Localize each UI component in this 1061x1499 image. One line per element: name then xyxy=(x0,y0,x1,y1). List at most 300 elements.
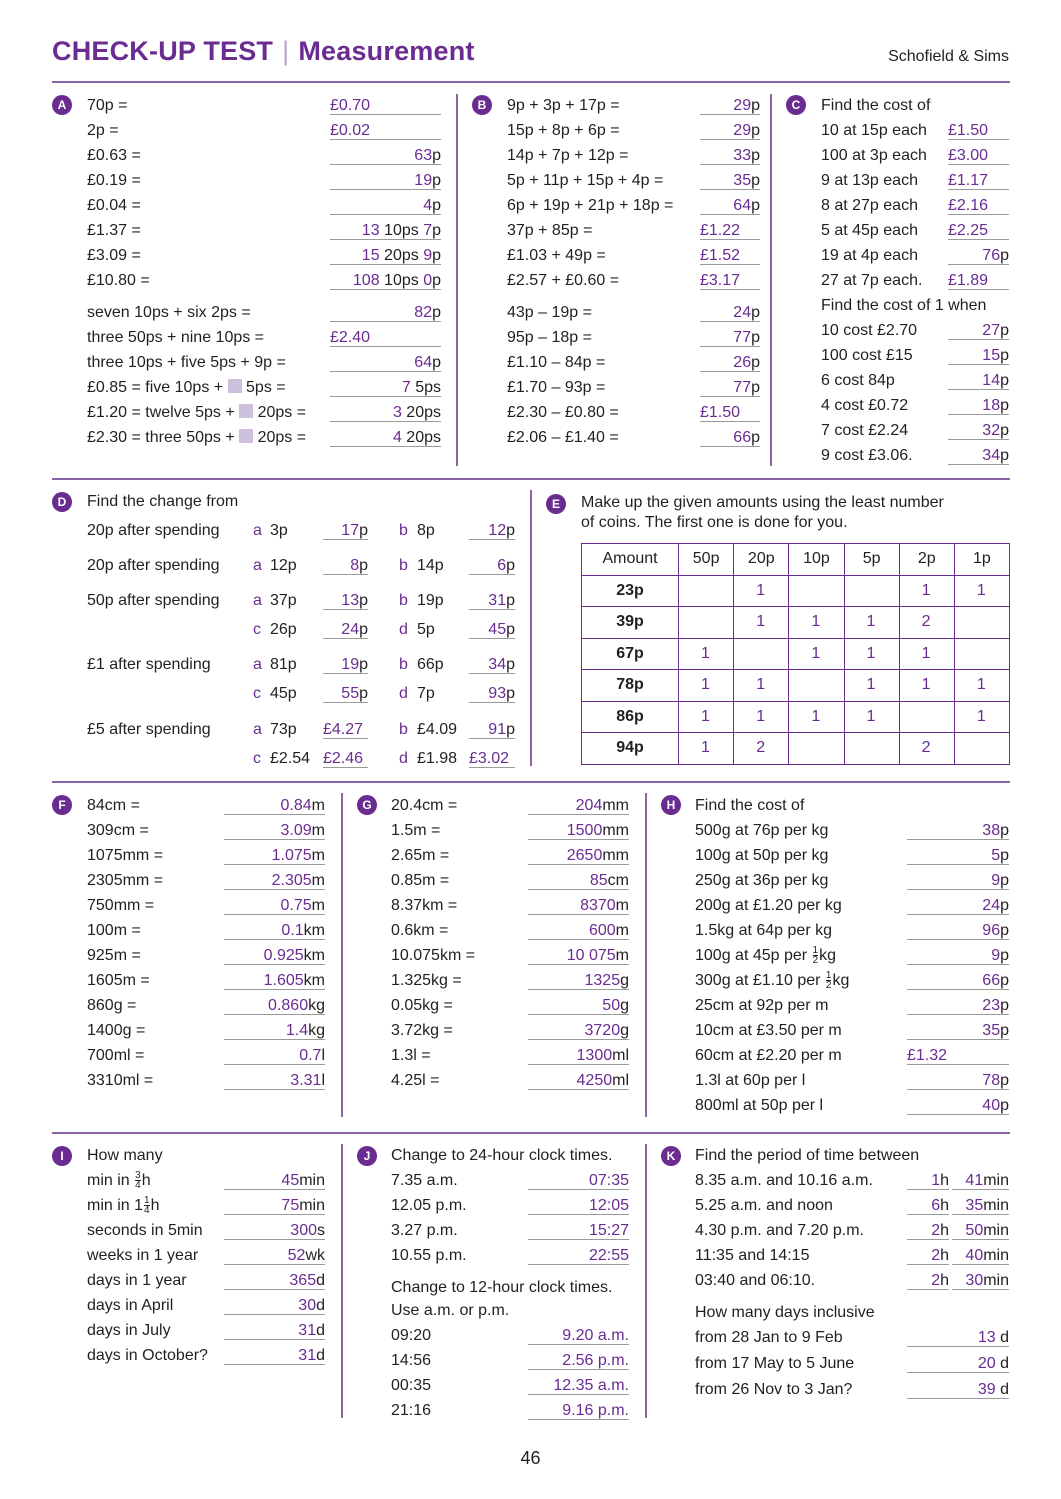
coins-count-cell xyxy=(954,638,1009,670)
part-letter: d xyxy=(399,750,408,767)
part-amount: 26p xyxy=(270,621,297,638)
question-row xyxy=(391,1243,631,1268)
question-row xyxy=(87,993,327,1018)
coins-count-cell: 1 xyxy=(899,638,954,670)
answer-field xyxy=(700,143,760,165)
answer-field xyxy=(224,893,325,915)
title-check-up-test: CHECK-UP TEST xyxy=(52,36,274,66)
question-row xyxy=(821,193,1010,218)
answer-value: 45 xyxy=(281,1172,300,1189)
answer-unit: h xyxy=(940,1197,949,1214)
answer-field xyxy=(224,993,325,1015)
answer-unit: km xyxy=(303,972,325,989)
answer-field-hours xyxy=(907,1218,949,1240)
question-row xyxy=(87,243,442,268)
change-label: 20p after spending xyxy=(87,522,220,539)
answer-unit: m xyxy=(311,847,325,864)
answer-unit: p xyxy=(359,557,368,574)
answer-unit: m xyxy=(311,822,325,839)
coins-count-cell: 2 xyxy=(734,733,789,765)
answer-unit: p xyxy=(751,197,760,214)
answer-field xyxy=(528,1243,629,1265)
section-k-heading-2: How many days inclusive xyxy=(695,1304,875,1321)
part-letter: c xyxy=(253,750,261,767)
coins-table-column-header: 50p xyxy=(679,544,734,576)
answer-value: £1.32 xyxy=(907,1047,948,1064)
answer-unit: 20ps xyxy=(401,429,441,446)
answer-field xyxy=(224,943,325,965)
coins-table-column-header: 20p xyxy=(734,544,789,576)
question-text: 09:20 xyxy=(391,1327,432,1344)
answer-unit: cm xyxy=(607,872,629,889)
coins-count-cell xyxy=(844,733,899,765)
answer-field xyxy=(948,318,1009,340)
answer-field xyxy=(323,746,368,768)
coins-amount-cell: 39p xyxy=(582,607,679,639)
question-text: 20.4cm = xyxy=(391,797,458,814)
answer-unit: min xyxy=(983,1172,1009,1189)
answer-value: 39 xyxy=(977,1381,996,1398)
coins-table-column-header: Amount xyxy=(582,544,679,576)
answer-field xyxy=(700,350,760,372)
question-text: 14:56 xyxy=(391,1352,432,1369)
answer-unit: p xyxy=(432,247,441,264)
question-text: seconds in 5min xyxy=(87,1222,203,1239)
answer-value: £2.16 xyxy=(948,197,989,214)
answer-value: £1.50 xyxy=(948,122,989,139)
answer-unit: p xyxy=(506,592,515,609)
question-text: 43p – 19p = xyxy=(507,304,592,321)
answer-value: 76 xyxy=(982,247,1001,264)
answer-value: 7 xyxy=(401,379,411,396)
answer-field xyxy=(330,268,441,290)
coins-count-cell: 1 xyxy=(789,701,844,733)
question-row xyxy=(87,968,327,993)
answer-value: £0.70 xyxy=(330,97,371,114)
answer-field xyxy=(323,681,368,703)
answer-value: 3720 xyxy=(584,1022,621,1039)
part-letter: b xyxy=(399,592,408,609)
answer-field xyxy=(330,350,441,372)
question-text: 6p + 19p + 21p + 18p = xyxy=(507,197,674,214)
part-amount: 5p xyxy=(417,621,435,638)
answer-value: 600 xyxy=(588,922,616,939)
question-text: 19 at 4p each xyxy=(821,247,918,264)
rule-row1 xyxy=(52,478,1010,480)
question-row xyxy=(391,1218,631,1243)
answer-field xyxy=(907,993,1009,1015)
answer-field-hours xyxy=(907,1268,949,1290)
question-row xyxy=(87,1043,327,1068)
coins-count-cell xyxy=(899,701,954,733)
coins-count-cell: 1 xyxy=(954,701,1009,733)
question-row xyxy=(695,1268,1010,1293)
answer-unit: d xyxy=(316,1322,325,1339)
answer-field xyxy=(907,868,1009,890)
coins-count-cell: 1 xyxy=(734,607,789,639)
answer-field xyxy=(330,93,441,115)
question-row xyxy=(87,400,442,425)
coins-count-cell: 1 xyxy=(679,638,734,670)
coins-amount-cell: 94p xyxy=(582,733,679,765)
question-row xyxy=(391,1193,631,1218)
answer-field xyxy=(224,1043,325,1065)
section-j-heading-2: Change to 12-hour clock times. xyxy=(391,1279,613,1296)
answer-field-hours xyxy=(907,1168,949,1190)
answer-field xyxy=(224,1168,325,1190)
question-part: £0.85 = five 10ps + xyxy=(87,379,224,396)
section-e-instruction-line-2: of coins. The first one is done for you. xyxy=(581,514,848,531)
answer-value: 8 xyxy=(350,557,360,574)
part-amount: £2.54 xyxy=(270,750,311,767)
answer-unit: p xyxy=(1000,322,1009,339)
coins-count-cell: 1 xyxy=(954,670,1009,702)
question-text: 4 cost £0.72 xyxy=(821,397,909,414)
question-row xyxy=(507,218,762,243)
question-text: £0.19 = xyxy=(87,172,141,189)
answer-value: 91 xyxy=(488,721,507,738)
section-badge-h: H xyxy=(661,795,681,815)
answer-field xyxy=(700,268,760,290)
answer-unit: p xyxy=(506,557,515,574)
question-row xyxy=(87,652,517,677)
answer-field-minutes xyxy=(952,1168,1009,1190)
section-k-heading-1: Find the period of time between xyxy=(695,1147,920,1164)
answer-field xyxy=(907,968,1009,990)
answer-unit: m xyxy=(311,797,325,814)
answer-unit: p xyxy=(506,656,515,673)
part-amount: £4.09 xyxy=(417,721,458,738)
question-row xyxy=(87,350,442,375)
answer-value: 85 xyxy=(589,872,608,889)
answer-value: 0.84 xyxy=(280,797,312,814)
question-row xyxy=(695,1093,1010,1118)
part-amount: 14p xyxy=(417,557,444,574)
answer-value: 4 xyxy=(392,429,402,446)
answer-field xyxy=(907,1043,1009,1065)
answer-unit: km xyxy=(303,922,325,939)
change-label: £1 after spending xyxy=(87,656,211,673)
answer-unit: kg xyxy=(308,997,325,1014)
question-text: 60cm at £2.20 per m xyxy=(695,1047,842,1064)
question-row xyxy=(87,168,442,193)
question-text: 03:40 and 06:10. xyxy=(695,1272,816,1289)
question-text: 309cm = xyxy=(87,822,149,839)
question-text: weeks in 1 year xyxy=(87,1247,199,1264)
question-text: 37p + 85p = xyxy=(507,222,593,239)
answer-unit: min xyxy=(983,1222,1009,1239)
answer-unit: wk xyxy=(305,1247,325,1264)
answer-field xyxy=(907,1093,1009,1115)
answer-field xyxy=(700,93,760,115)
question-row xyxy=(87,518,517,543)
answer-value: 64 xyxy=(414,354,433,371)
answer-value: 82 xyxy=(414,304,433,321)
answer-field xyxy=(323,518,368,540)
answer-field xyxy=(948,418,1009,440)
section-badge-b: B xyxy=(472,95,492,115)
answer-unit: l xyxy=(321,1072,325,1089)
answer-unit: kg xyxy=(308,1022,325,1039)
question-text: 1075mm = xyxy=(87,847,164,864)
section-badge-g: G xyxy=(357,795,377,815)
answer-value: £1.22 xyxy=(700,222,741,239)
question-row xyxy=(87,218,442,243)
answer-value: 1.4 xyxy=(285,1022,309,1039)
answer-value: 10 075 xyxy=(566,947,616,964)
coins-count-cell: 1 xyxy=(789,638,844,670)
answer-value: £2.40 xyxy=(330,329,371,346)
answer-field xyxy=(330,143,441,165)
fraction-numerator: 1 xyxy=(825,970,832,982)
answer-field xyxy=(948,343,1009,365)
fraction-denominator: 4 xyxy=(144,1205,150,1217)
question-text: 1605m = xyxy=(87,972,150,989)
question-text: 70p = xyxy=(87,97,128,114)
answer-value: 12 xyxy=(488,522,507,539)
question-row xyxy=(87,143,442,168)
answer-value: 2 xyxy=(931,1272,941,1289)
section-badge-e: E xyxy=(546,494,566,514)
question-text: 10 cost £2.70 xyxy=(821,322,918,339)
answer-field xyxy=(700,375,760,397)
answer-field xyxy=(330,218,441,240)
question-row xyxy=(507,243,762,268)
answer-field xyxy=(948,118,1009,140)
question-text: £2.06 – £1.40 = xyxy=(507,429,619,446)
answer-value: 35 xyxy=(733,172,752,189)
answer-field xyxy=(907,1068,1009,1090)
question-row xyxy=(391,1398,631,1423)
answer-unit: mm xyxy=(602,822,629,839)
answer-field xyxy=(224,1293,325,1315)
answer-value: 9 xyxy=(991,947,1001,964)
coins-count-cell xyxy=(789,733,844,765)
question-row xyxy=(87,1243,327,1268)
answer-field xyxy=(469,746,515,768)
answer-value: 93 xyxy=(488,685,507,702)
answer-value: 19 xyxy=(341,656,360,673)
header-rule xyxy=(52,81,1010,83)
answer-field xyxy=(323,717,368,739)
part-amount: 37p xyxy=(270,592,297,609)
question-part: kg xyxy=(832,972,850,989)
question-row xyxy=(821,318,1010,343)
answer-field xyxy=(323,652,368,674)
part-amount: 8p xyxy=(417,522,435,539)
answer-field xyxy=(528,943,629,965)
answer-field xyxy=(330,118,441,140)
divider-b-c xyxy=(770,94,772,466)
answer-field xyxy=(469,717,515,739)
question-text: 3.27 p.m. xyxy=(391,1222,458,1239)
coins-count-cell: 1 xyxy=(679,670,734,702)
answer-unit: p xyxy=(432,354,441,371)
answer-unit: d xyxy=(316,1347,325,1364)
question-text: three 10ps + five 5ps + 9p = xyxy=(87,354,286,371)
rule-row3 xyxy=(52,1132,1010,1134)
answer-unit: p xyxy=(751,304,760,321)
answer-unit: m xyxy=(615,897,629,914)
coins-count-cell xyxy=(734,638,789,670)
answer-value: 30 xyxy=(965,1272,984,1289)
answer-value: 9 xyxy=(991,872,1001,889)
answer-field xyxy=(700,400,760,422)
coins-amount-cell: 86p xyxy=(582,701,679,733)
answer-field xyxy=(907,943,1009,965)
answer-field xyxy=(323,588,368,610)
coins-count-cell xyxy=(789,575,844,607)
answer-field xyxy=(528,843,629,865)
answer-value: 41 xyxy=(965,1172,984,1189)
answer-field xyxy=(323,617,368,639)
question-row xyxy=(87,843,327,868)
answer-value: 26 xyxy=(733,354,752,371)
question-row xyxy=(87,918,327,943)
answer-value: 77 xyxy=(733,329,752,346)
question-row xyxy=(695,993,1010,1018)
question-row xyxy=(87,893,327,918)
question-row xyxy=(695,868,1010,893)
fraction-numerator: 1 xyxy=(144,1195,150,1207)
question-row xyxy=(695,1018,1010,1043)
question-text: 1.5kg at 64p per kg xyxy=(695,922,832,939)
divider-d-e xyxy=(530,490,532,766)
coins-table-column-header: 10p xyxy=(789,544,844,576)
answer-value: 40 xyxy=(982,1097,1001,1114)
answer-value: 20 xyxy=(977,1355,996,1372)
answer-field xyxy=(907,843,1009,865)
part-amount: 45p xyxy=(270,685,297,702)
question-row xyxy=(821,368,1010,393)
answer-value: 45 xyxy=(488,621,507,638)
answer-unit: p xyxy=(1000,372,1009,389)
question-text: 1.325kg = xyxy=(391,972,462,989)
question-text: from 26 Nov to 3 Jan? xyxy=(695,1381,853,1398)
coins-count-cell: 1 xyxy=(734,701,789,733)
answer-value: 18 xyxy=(982,397,1001,414)
answer-field xyxy=(469,553,515,575)
answer-field xyxy=(330,243,441,265)
answer-value: 4250 xyxy=(576,1072,613,1089)
answer-unit: p xyxy=(432,222,441,239)
coins-count-cell: 1 xyxy=(899,670,954,702)
answer-value: £3.17 xyxy=(700,272,741,289)
answer-field xyxy=(330,168,441,190)
answer-value: 64 xyxy=(733,197,752,214)
question-text: 14p + 7p + 12p = xyxy=(507,147,629,164)
question-text: 5.25 a.m. and noon xyxy=(695,1197,833,1214)
answer-value: 27 xyxy=(982,322,1001,339)
answer-value: 13 xyxy=(977,1329,996,1346)
question-row xyxy=(391,1168,631,1193)
question-row xyxy=(87,746,517,771)
answer-field xyxy=(907,918,1009,940)
answer-unit: p xyxy=(1000,247,1009,264)
answer-value: 5 xyxy=(991,847,1001,864)
part-letter: b xyxy=(399,557,408,574)
answer-field xyxy=(948,393,1009,415)
question-row xyxy=(821,268,1010,293)
question-text: 100m = xyxy=(87,922,141,939)
question-row xyxy=(821,143,1010,168)
coins-count-cell xyxy=(679,607,734,639)
question-text: 6 cost 84p xyxy=(821,372,895,389)
question-text xyxy=(87,1168,151,1193)
answer-value: 30 xyxy=(298,1297,317,1314)
answer-value: 2.56 p.m. xyxy=(562,1352,629,1369)
answer-value: 0.7 xyxy=(299,1047,322,1064)
question-row xyxy=(821,118,1010,143)
answer-field xyxy=(528,1193,629,1215)
question-text: 925m = xyxy=(87,947,141,964)
coins-count-cell: 1 xyxy=(734,670,789,702)
coins-count-cell: 1 xyxy=(844,701,899,733)
section-badge-c: C xyxy=(786,95,806,115)
section-i-heading: How many xyxy=(87,1147,163,1164)
answer-unit: p xyxy=(1000,447,1009,464)
answer-unit: p xyxy=(751,379,760,396)
answer-value: 29 xyxy=(733,97,752,114)
part-letter: b xyxy=(399,522,408,539)
coins-table xyxy=(581,543,1010,765)
answer-field xyxy=(528,1168,629,1190)
mixed-number-whole: 1 xyxy=(134,1197,144,1214)
question-text: 1.3l = xyxy=(391,1047,431,1064)
question-row xyxy=(391,1348,631,1373)
answer-unit: d xyxy=(995,1355,1009,1372)
section-j-heading-1: Change to 24-hour clock times. xyxy=(391,1147,613,1164)
question-text xyxy=(87,400,306,425)
answer-unit: p xyxy=(1000,1022,1009,1039)
answer-field xyxy=(330,375,441,397)
answer-field xyxy=(907,893,1009,915)
part-amount: 81p xyxy=(270,656,297,673)
divider-i-j xyxy=(341,1144,343,1418)
answer-value: 14 xyxy=(982,372,1001,389)
question-text: £1.37 = xyxy=(87,222,141,239)
blank-box xyxy=(239,404,253,418)
question-row xyxy=(695,1193,1010,1218)
question-row xyxy=(87,1068,327,1093)
answer-value: 75 xyxy=(281,1197,300,1214)
question-text: days in July xyxy=(87,1322,171,1339)
answer-field-hours xyxy=(907,1193,949,1215)
answer-unit: min xyxy=(299,1197,325,1214)
question-text: 1.5m = xyxy=(391,822,441,839)
answer-unit: m xyxy=(615,947,629,964)
question-row xyxy=(821,243,1010,268)
question-row xyxy=(391,893,631,918)
divider-f-g xyxy=(341,793,343,1117)
question-row xyxy=(391,818,631,843)
question-row xyxy=(507,168,762,193)
question-text: 4.30 p.m. and 7.20 p.m. xyxy=(695,1222,864,1239)
answer-unit: p xyxy=(506,721,515,738)
answer-value: 66 xyxy=(733,429,752,446)
answer-unit: p xyxy=(359,656,368,673)
answer-value: 0.860 xyxy=(268,997,309,1014)
answer-unit: p xyxy=(751,429,760,446)
question-text xyxy=(87,425,306,450)
question-part: 20ps = xyxy=(257,404,307,421)
part-amount: 3p xyxy=(270,522,288,539)
question-text: 700ml = xyxy=(87,1047,145,1064)
answer-unit: d xyxy=(995,1329,1009,1346)
answer-field xyxy=(224,843,325,865)
answer-value: 34 xyxy=(982,447,1001,464)
question-text: 2.65m = xyxy=(391,847,450,864)
